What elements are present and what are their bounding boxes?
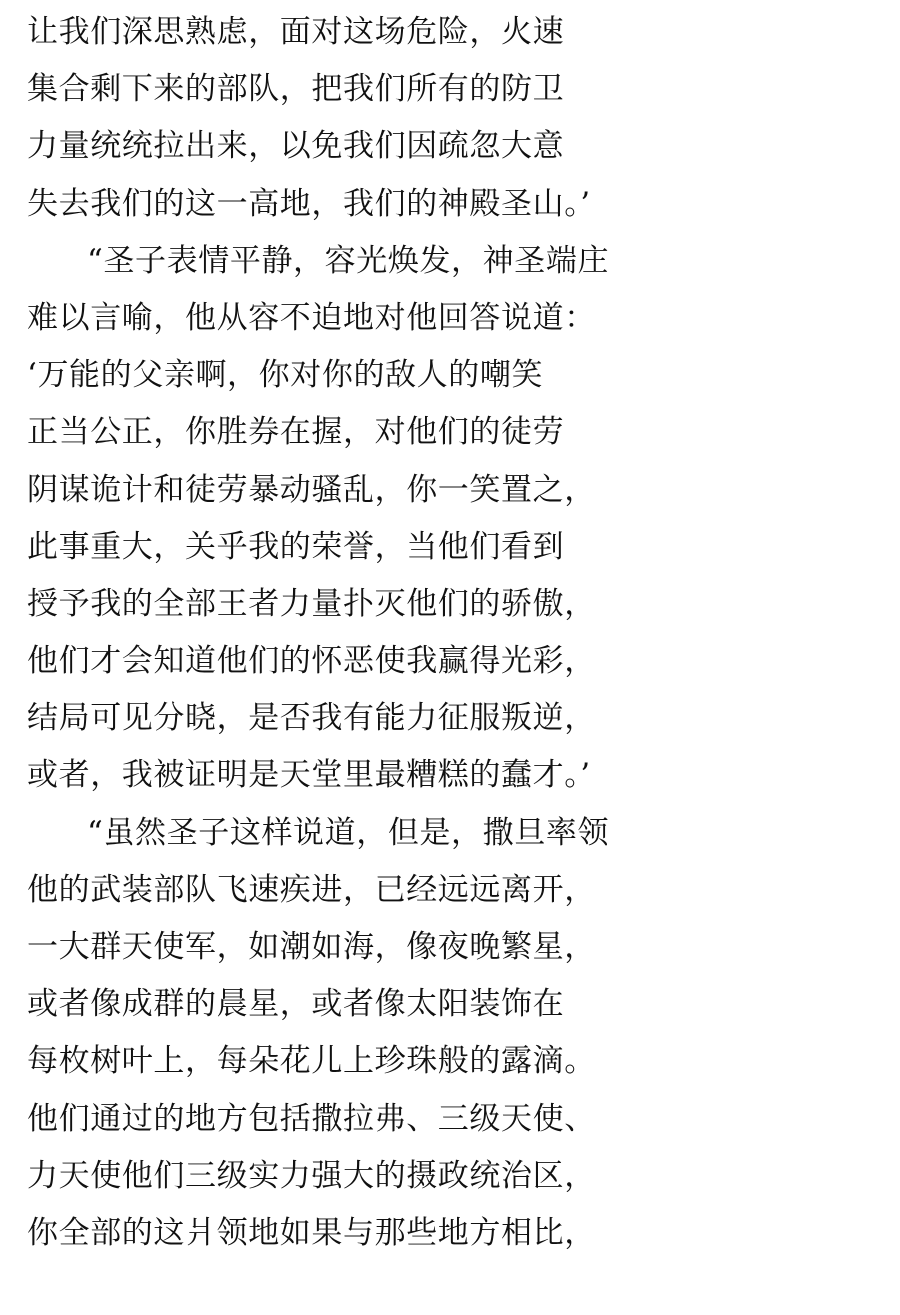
text-line: 集合剩下来的部队，把我们所有的防卫 [27,71,565,108]
text-line: 让我们深思熟虑，面对这场危险，火速 [27,14,565,50]
text-line: 结局可见分晓，是否我有能力征服叛逆， [27,700,596,737]
text-line: 每枚树叶上，每朵花儿上珍珠般的露滴。 [27,1043,596,1080]
text-line: 他们才会知道他们的怀恶使我赢得光彩， [27,643,596,680]
text-line-indented: “圣子表情平静，容光焕发，神圣端庄 [87,242,610,279]
text-line: 难以言喻，他从容不迫地对他回答说道： [27,299,596,336]
text-line: 你全部的这爿领地如果与那些地方相比， [27,1214,596,1251]
text-line: 一大群天使军，如潮如海，像夜晚繁星， [27,929,596,965]
text-line: 此事重大，关乎我的荣誉，当他们看到 [27,528,565,565]
poem-text-block [27,4,887,1262]
text-line: ‘万能的父亲啊，你对你的敌人的嘲笑 [27,357,544,394]
text-line: 授予我的全部王者力量扑灭他们的骄傲， [27,585,596,622]
text-line: 他们通过的地方包括撒拉弗、三级天使、 [27,1100,596,1137]
text-line: 正当公正，你胜券在握，对他们的徒劳 [27,414,565,451]
text-line-indented: “虽然圣子这样说道，但是，撒旦率领 [87,814,610,851]
text-line: 或者，我被证明是天堂里最糟糕的蠢才。’ [27,757,591,794]
text-line: 力天使他们三级实力强大的摄政统治区， [27,1157,596,1194]
text-line: 他的武装部队飞速疾进，已经远远离开， [27,871,596,908]
text-line: 阴谋诡计和徒劳暴动骚乱，你一笑置之， [27,471,596,508]
text-line: 力量统统拉出来，以免我们因疏忽大意 [27,128,565,165]
text-line: 失去我们的这一高地，我们的神殿圣山。’ [27,185,591,222]
text-line: 或者像成群的晨星，或者像太阳装饰在 [27,986,565,1023]
